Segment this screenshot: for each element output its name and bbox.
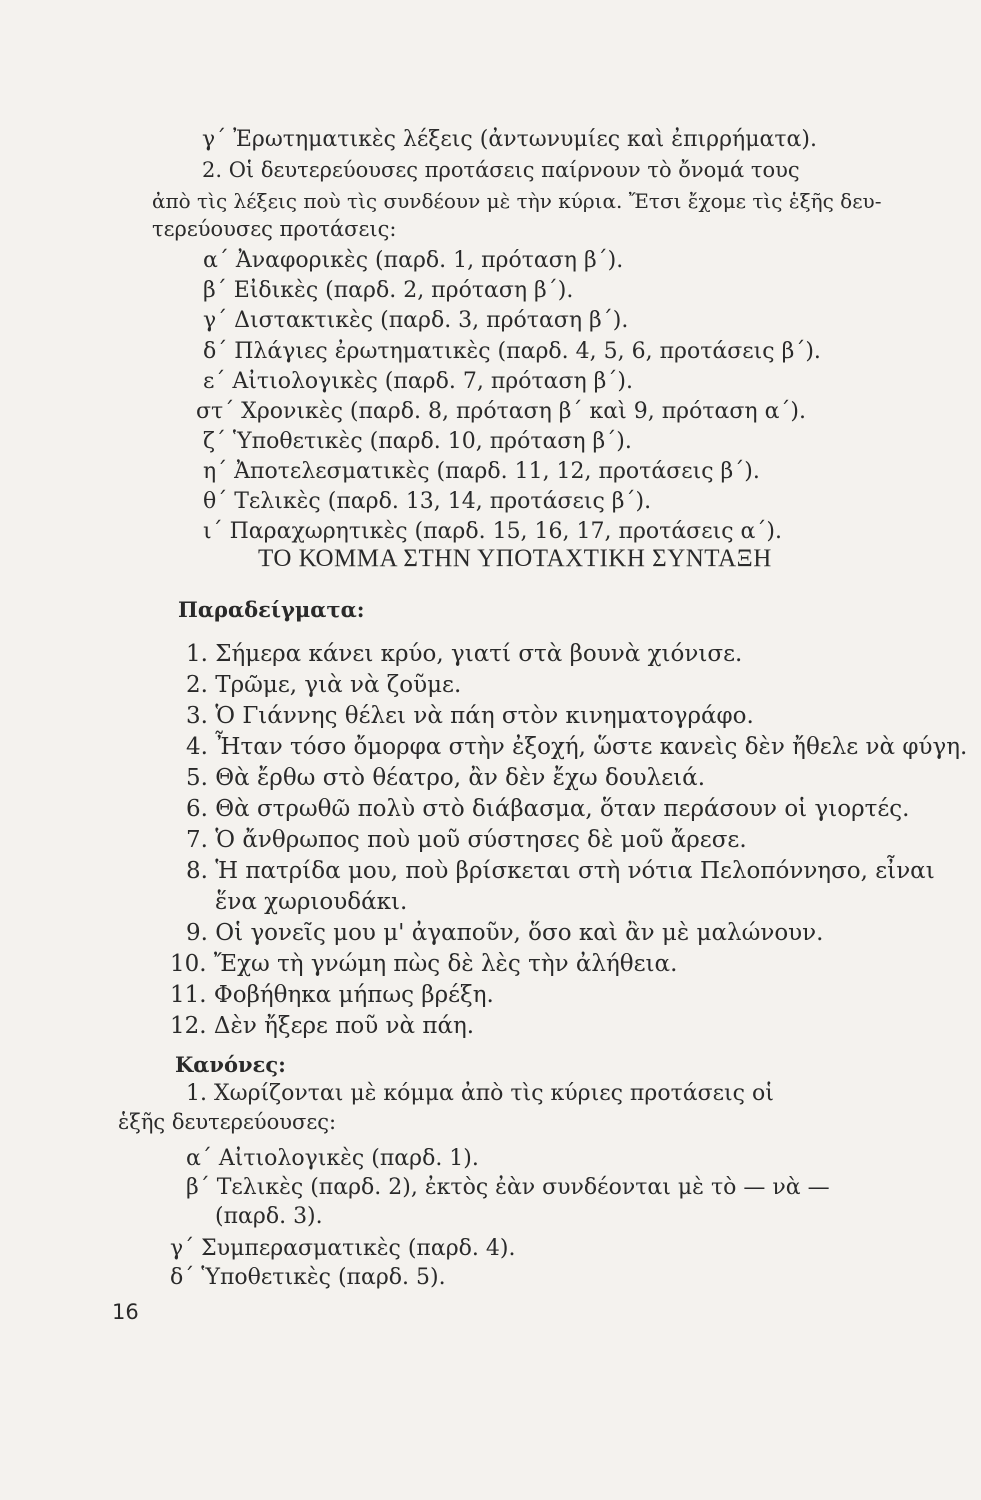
example-item: 1. Σήμερα κάνει κρύο, γιατί στὰ βουνὰ χιόνισε. xyxy=(186,641,743,667)
rule-line: α΄ Αἰτιολογικὲς (παρδ. 1). xyxy=(186,1146,479,1171)
example-item: 11. Φοβήθηκα μήπως βρέξη. xyxy=(170,982,494,1008)
intro-line-4: τερεύουσες προτάσεις: xyxy=(152,217,397,241)
page-number: 16 xyxy=(112,1300,139,1324)
examples-heading: Παραδείγματα: xyxy=(178,597,365,622)
clause-item: στ΄ Χρονικὲς (παρδ. 8, πρόταση β΄ καὶ 9, πρόταση α΄). xyxy=(196,399,807,424)
intro-line-3: ἀπὸ τὶς λέξεις ποὺ τὶς συνδέουν μὲ τὴν κύρια. Ἔτσι ἔχομε τὶς ἑξῆς δευ- xyxy=(152,189,882,213)
example-item: 9. Οἱ γονεῖς μου μ' ἀγαποῦν, ὅσο καὶ ἂν μὲ μαλώνουν. xyxy=(186,920,824,946)
rule-line: β΄ Τελικὲς (παρδ. 2), ἐκτὸς ἐὰν συνδέονται μὲ τὸ — νὰ — xyxy=(186,1175,830,1200)
example-item: 2. Τρῶμε, γιὰ νὰ ζοῦμε. xyxy=(186,672,462,698)
clause-item: ζ΄ Ὑποθετικὲς (παρδ. 10, πρόταση β΄). xyxy=(203,429,632,454)
example-item: 6. Θὰ στρωθῶ πολὺ στὸ διάβασμα, ὅταν περάσουν οἱ γιορτές. xyxy=(186,796,910,822)
example-item: 10. Ἔχω τὴ γνώμη πὼς δὲ λὲς τὴν ἀλήθεια. xyxy=(170,951,678,977)
example-item-continuation: ἕνα χωριουδάκι. xyxy=(215,889,408,915)
section-title: ΤΟ ΚΟΜΜΑ ΣΤΗΝ ΥΠΟΤΑΧΤΙΚΗ ΣΥΝΤΑΞΗ xyxy=(258,545,772,572)
rule-line: (παρδ. 3). xyxy=(215,1204,323,1229)
clause-item: γ΄ Διστακτικὲς (παρδ. 3, πρόταση β΄). xyxy=(203,308,629,333)
rule-line: 1. Χωρίζονται μὲ κόμμα ἀπὸ τὶς κύριες προτάσεις οἱ xyxy=(186,1081,774,1106)
clause-item: δ΄ Πλάγιες ἐρωτηματικὲς (παρδ. 4, 5, 6, προτάσεις β΄). xyxy=(203,339,821,364)
clause-item: θ΄ Τελικὲς (παρδ. 13, 14, προτάσεις β΄). xyxy=(203,489,652,514)
intro-line-1: γ΄ Ἐρωτηματικὲς λέξεις (ἀντωνυμίες καὶ ἐπιρρήματα). xyxy=(202,127,817,152)
example-item: 5. Θὰ ἔρθω στὸ θέατρο, ἂν δὲν ἔχω δουλειά. xyxy=(186,765,706,791)
rule-line: δ΄ Ὑποθετικὲς (παρδ. 5). xyxy=(170,1265,446,1290)
clause-item: β΄ Εἰδικὲς (παρδ. 2, πρόταση β΄). xyxy=(203,278,574,303)
example-item: 3. Ὁ Γιάννης θέλει νὰ πάη στὸν κινηματογράφο. xyxy=(186,703,754,729)
example-item: 4. Ἦταν τόσο ὄμορφα στὴν ἐξοχή, ὥστε κανεὶς δὲν ἤθελε νὰ φύγη. xyxy=(186,734,968,760)
clause-item: ε΄ Αἰτιολογικὲς (παρδ. 7, πρόταση β΄). xyxy=(203,369,633,394)
example-item: 7. Ὁ ἄνθρωπος ποὺ μοῦ σύστησες δὲ μοῦ ἄρεσε. xyxy=(186,827,747,853)
example-item: 12. Δὲν ἤξερε ποῦ νὰ πάη. xyxy=(170,1013,475,1039)
example-item: 8. Ἡ πατρίδα μου, ποὺ βρίσκεται στὴ νότια Πελοπόννησο, εἶναι xyxy=(186,858,935,884)
intro-line-2: 2. Οἱ δευτερεύουσες προτάσεις παίρνουν τὸ ὄνομά τους xyxy=(202,158,800,182)
rule-line: γ΄ Συμπερασματικὲς (παρδ. 4). xyxy=(170,1236,516,1261)
rule-line: ἑξῆς δευτερεύουσες: xyxy=(118,1110,337,1134)
clause-item: ι΄ Παραχωρητικὲς (παρδ. 15, 16, 17, προτάσεις α΄). xyxy=(203,519,782,544)
clause-item: η΄ Ἀποτελεσματικὲς (παρδ. 11, 12, προτάσεις β΄). xyxy=(203,459,760,484)
rules-heading: Κανόνες: xyxy=(175,1052,286,1077)
clause-item: α΄ Ἀναφορικὲς (παρδ. 1, πρόταση β΄). xyxy=(203,248,624,273)
